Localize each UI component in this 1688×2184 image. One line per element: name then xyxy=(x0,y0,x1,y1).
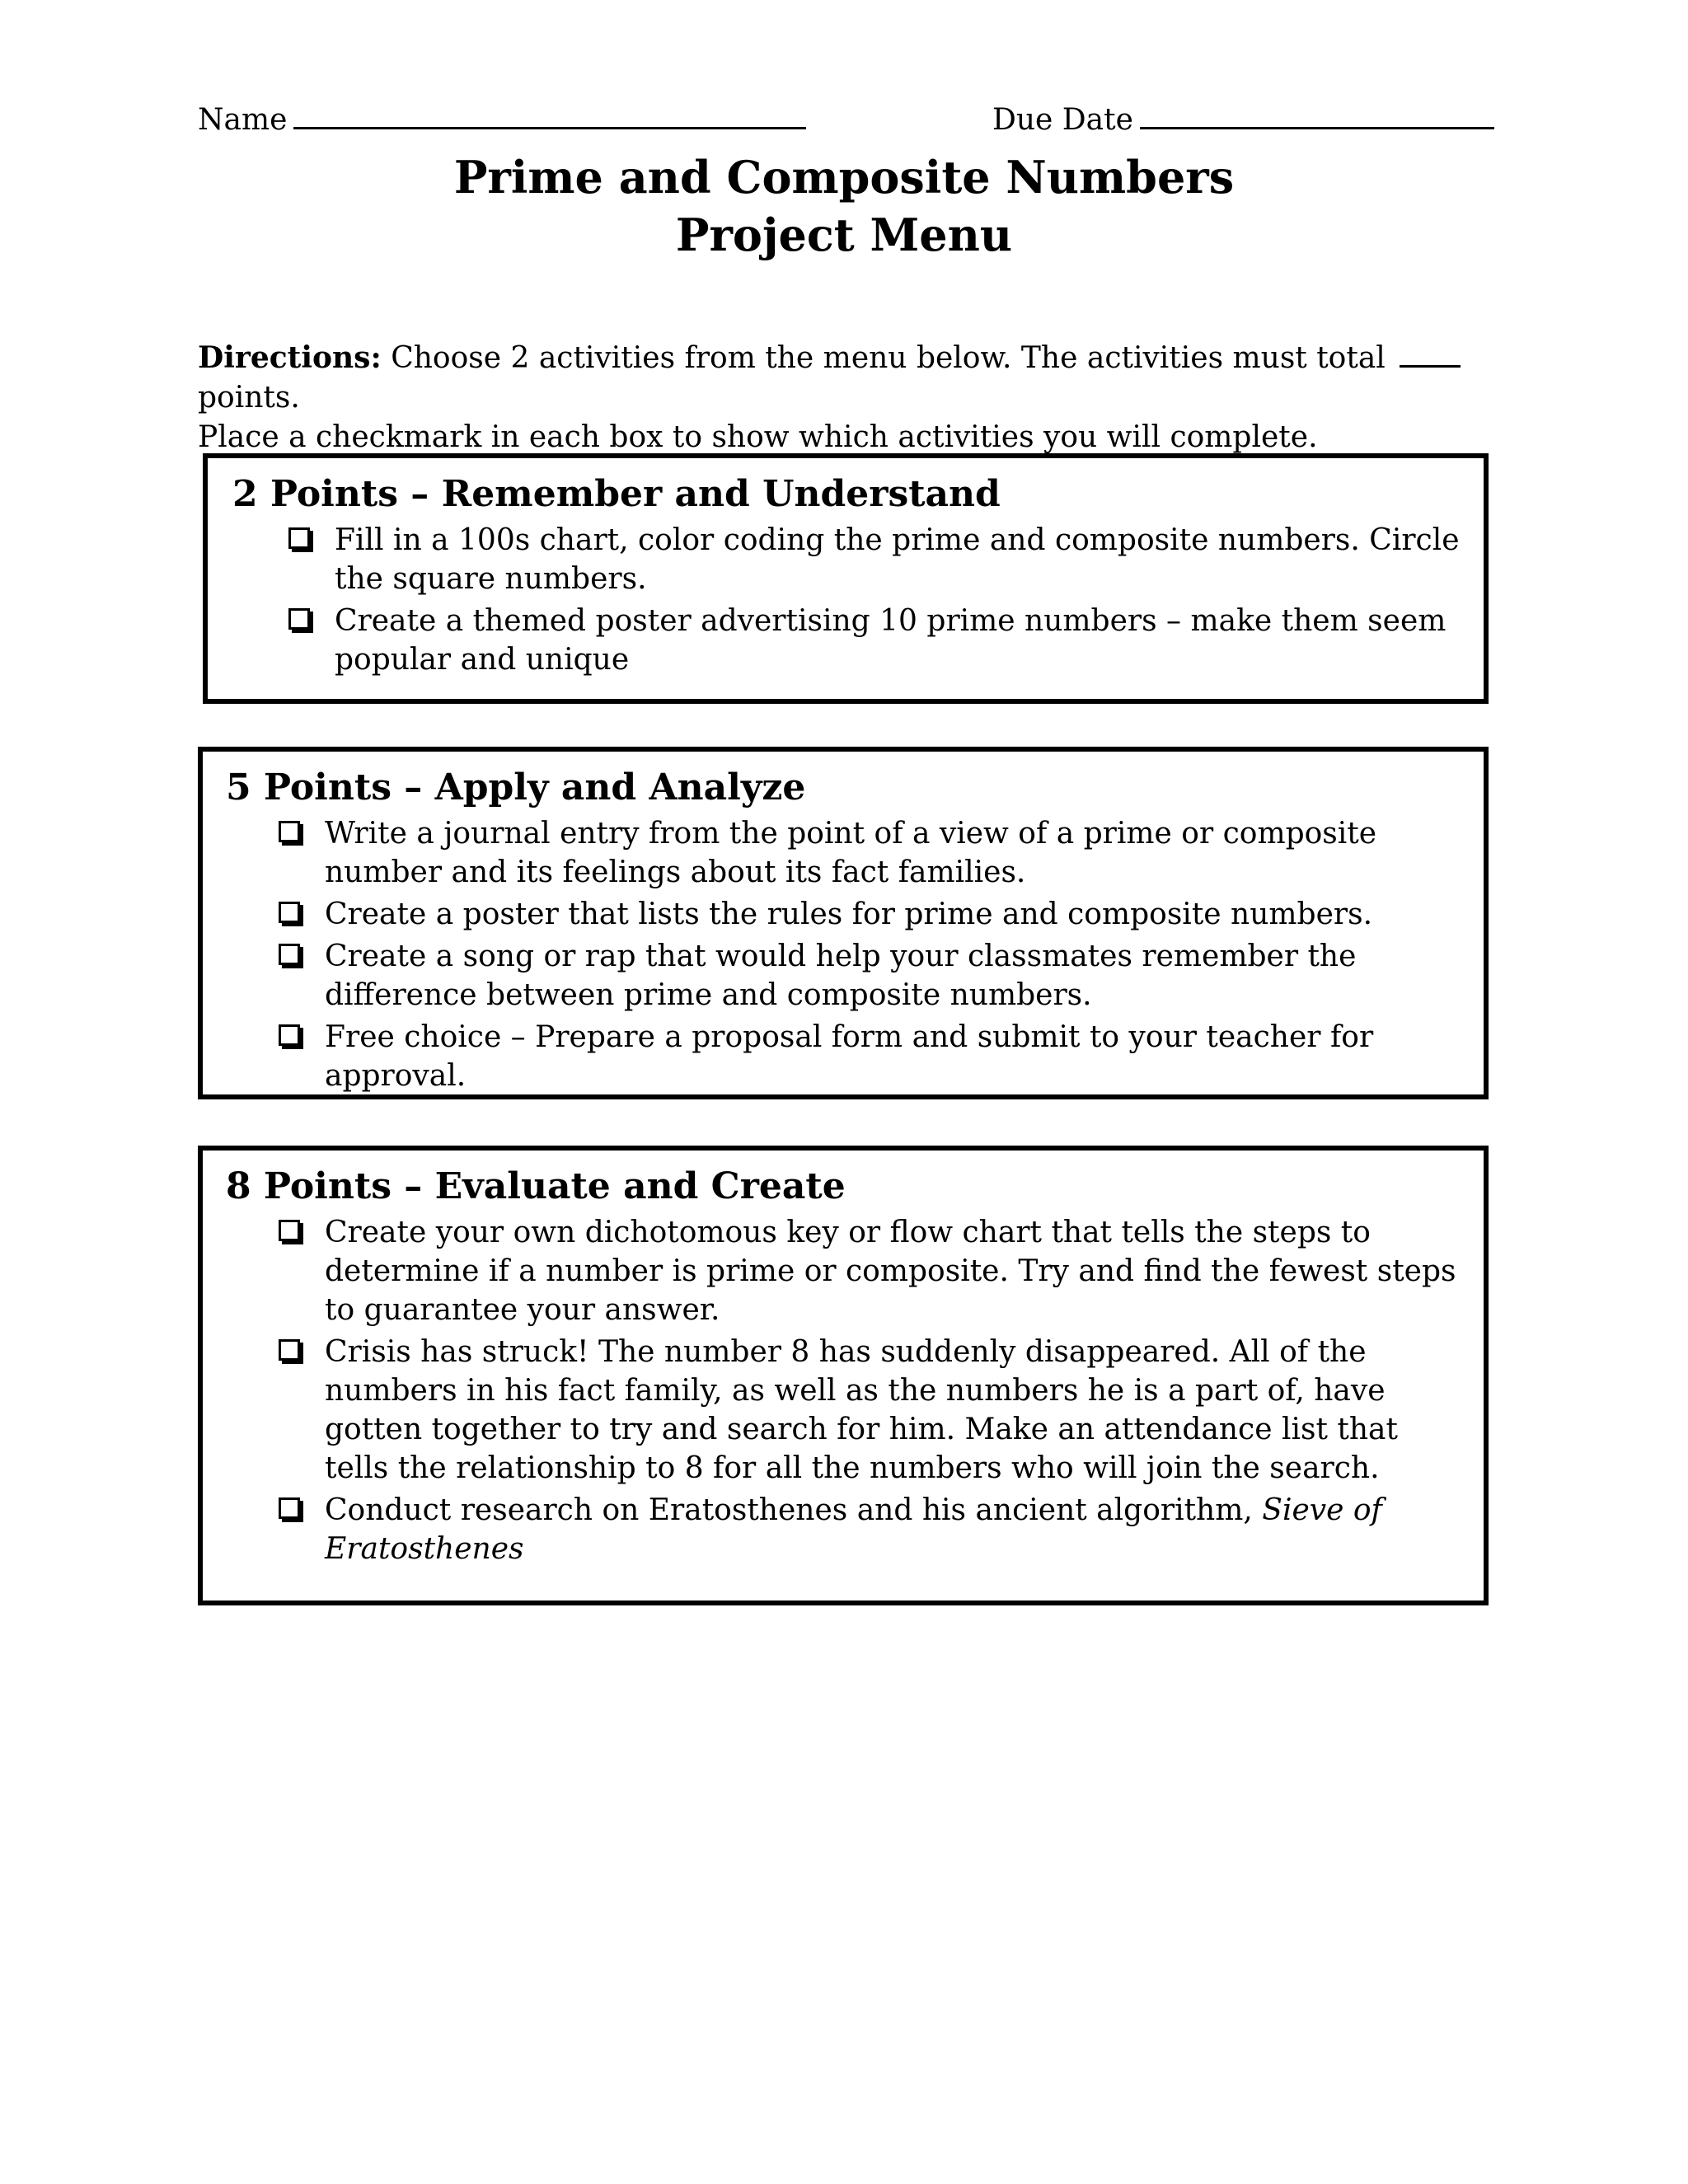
page-subtitle: Project Menu xyxy=(675,209,1013,261)
checkbox[interactable] xyxy=(279,1024,300,1046)
activity-text: Free choice – Prepare a proposal form and submit to your teacher for approval. xyxy=(325,1020,1374,1093)
checkbox[interactable] xyxy=(279,821,300,842)
section-2-points xyxy=(203,453,1489,704)
activity-text: Create a themed poster advertising 10 prime numbers – make them seem popular and unique xyxy=(335,604,1447,677)
checkbox[interactable] xyxy=(288,608,310,630)
directions-lead: Directions: xyxy=(198,340,382,375)
activity-list xyxy=(279,1213,1469,1572)
section-heading: 2 Points – Remember and Understand xyxy=(232,473,1001,515)
activity-text: Fill in a 100s chart, color coding the prime and composite numbers. Circle the square numbers. xyxy=(335,523,1460,596)
activity-list xyxy=(288,521,1467,682)
list-item xyxy=(279,937,1469,1015)
activity-text: Write a journal entry from the point of a view of a prime or composite number and its feelings about its fact families. xyxy=(325,817,1377,889)
directions xyxy=(198,338,1500,457)
activity-emphasis: Sieve of Eratosthenes xyxy=(325,1493,1382,1566)
due-date-blank-line[interactable] xyxy=(1140,99,1494,129)
header-fields xyxy=(198,97,1485,143)
checkbox[interactable] xyxy=(279,1220,300,1241)
list-item xyxy=(279,1491,1469,1568)
checkbox[interactable] xyxy=(279,902,300,923)
section-8-points xyxy=(198,1146,1489,1605)
name-label: Name xyxy=(198,103,288,137)
activity-list xyxy=(279,814,1469,1099)
activity-text: Crisis has struck! The number 8 has suddenly disappeared. All of the numbers in his fact family, as well as the numbers he is a part of, have gotten together to try and search for him. Make an attendance list that tells the relationship to 8 for all the numbers who will join the search. xyxy=(325,1335,1398,1485)
section-5-points xyxy=(198,747,1489,1099)
points-total-blank[interactable] xyxy=(1400,340,1461,368)
due-date-field[interactable] xyxy=(992,97,1494,143)
checkbox[interactable] xyxy=(288,527,310,549)
checkbox[interactable] xyxy=(279,1339,300,1361)
list-item xyxy=(279,1333,1469,1488)
name-blank-line[interactable] xyxy=(293,99,806,129)
page-title: Prime and Composite Numbers xyxy=(453,151,1235,204)
section-heading: 8 Points – Evaluate and Create xyxy=(226,1165,846,1207)
checkbox[interactable] xyxy=(279,944,300,965)
list-item xyxy=(279,1018,1469,1095)
list-item xyxy=(288,602,1467,679)
list-item xyxy=(288,521,1467,598)
directions-line-1 xyxy=(198,338,1500,418)
section-heading: 5 Points – Apply and Analyze xyxy=(226,766,806,808)
activity-text: Create a poster that lists the rules for prime and composite numbers. xyxy=(325,898,1373,931)
list-item xyxy=(279,895,1469,934)
checkbox[interactable] xyxy=(279,1497,300,1519)
directions-points-word: points. xyxy=(198,381,300,415)
activity-text: Create a song or rap that would help your classmates remember the difference between prime and composite numbers. xyxy=(325,940,1357,1012)
directions-text: Choose 2 activities from the menu below. The activities must total xyxy=(391,341,1386,375)
directions-line-2: Place a checkmark in each box to show which activities you will complete. xyxy=(198,420,1318,454)
list-item xyxy=(279,1213,1469,1329)
name-field[interactable] xyxy=(198,97,806,143)
due-date-label: Due Date xyxy=(992,103,1133,137)
list-item xyxy=(279,814,1469,892)
activity-text: Conduct research on Eratosthenes and his ancient algorithm, xyxy=(325,1493,1263,1527)
activity-text: Create your own dichotomous key or flow chart that tells the steps to determine if a number is prime or composite. Try and find the fewest steps to guarantee your answer. xyxy=(325,1216,1456,1327)
